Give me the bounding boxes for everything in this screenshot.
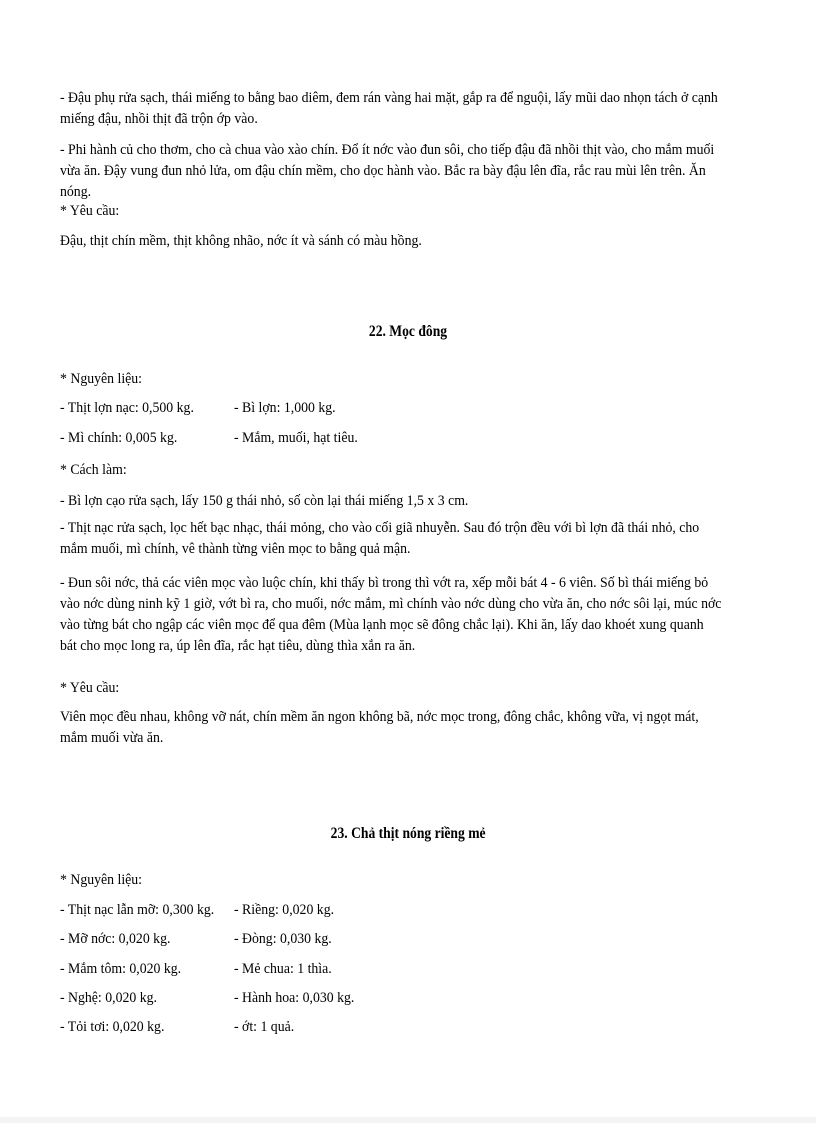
paragraph-tofu-prep: - Đậu phụ rửa sạch, thái miếng to bằng bao diêm, đem rán vàng hai mặt, gắp ra để nguội, lấy mũi dao nhọn tách ở cạnh miếng đậu, nhồi thịt đã trộn ớp vào.	[60, 90, 718, 127]
section-23-title: 23. Chả thịt nóng riềng mẻ	[330, 825, 486, 842]
ingredient-item: - Thịt lợn nạc: 0,500 kg.	[60, 400, 194, 416]
paragraph-tofu-cook: - Phi hành củ cho thơm, cho cà chua vào xào chín. Đổ ít nớc vào đun sôi, cho tiếp đậu đã nhồi thịt vào, cho mắm muối vừa ăn. Đậy vung đun nhỏ lửa, om đậu chín mềm, cho dọc hành vào. Bắc ra bày đậu lên đĩa, rắc rau mùi lên trên. Ăn nóng.	[60, 142, 715, 200]
ingredients-label: * Nguyên liệu:	[60, 872, 143, 888]
section-22-title: 22. Mọc đông	[368, 323, 448, 340]
requirement-text: Đậu, thịt chín mềm, thịt không nhão, nớc ít và sánh có màu hồng.	[60, 233, 422, 249]
ingredients-label: * Nguyên liệu:	[60, 371, 143, 387]
ingredient-item: - Nghệ: 0,020 kg.	[60, 990, 157, 1006]
ingredient-item: - Thịt nạc lẫn mỡ: 0,300 kg.	[60, 902, 215, 918]
ingredient-item: - Mắm tôm: 0,020 kg.	[60, 961, 182, 977]
ingredient-item: - Tỏi tơi: 0,020 kg.	[60, 1019, 165, 1035]
requirement-text: Viên mọc đều nhau, không vỡ nát, chín mềm ăn ngon không bã, nớc mọc trong, đông chắc, không vữa, vị ngọt mát, mắm muối vừa ăn.	[60, 709, 699, 746]
method-label: * Cách làm:	[60, 462, 127, 478]
ingredient-item: - Mẻ chua: 1 thìa.	[234, 961, 332, 977]
method-step: - Đun sôi nớc, thả các viên mọc vào luộc chín, khi thấy bì trong thì vớt ra, xếp mỗi bát 4 - 6 viên. Số bì thái miếng bỏ vào nớc dùng ninh kỹ 1 giờ, vớt bì ra, cho muối, nớc mắm, mì chính vào nớc dùng cho vừa ăn, cho nớc sôi lại, múc nớc vào từng bát cho ngập các viên mọc để qua đêm (Mùa lạnh mọc sẽ đông chắc lại). Khi ăn, lấy dao khoét xung quanh bát cho mọc long ra, úp lên đĩa, rắc hạt tiêu, dùng thìa xắn ra ăn.	[60, 575, 722, 654]
method-step: - Bì lợn cạo rửa sạch, lấy 150 g thái nhỏ, số còn lại thái miếng 1,5 x 3 cm.	[60, 493, 469, 509]
ingredient-item: - Mỡ nớc: 0,020 kg.	[60, 931, 171, 947]
page-bottom-edge	[0, 1117, 816, 1123]
ingredient-item: - ớt: 1 quả.	[234, 1019, 295, 1035]
method-step: - Thịt nạc rửa sạch, lọc hết bạc nhạc, thái mỏng, cho vào cối giã nhuyễn. Sau đó trộn đều với bì lợn đã thái nhỏ, cho mắm muối, mì chính, vê thành từng viên mọc to bằng quả mận.	[60, 520, 700, 557]
requirement-label: * Yêu cầu:	[60, 680, 120, 696]
ingredient-item: - Riềng: 0,020 kg.	[234, 902, 335, 918]
ingredient-item: - Hành hoa: 0,030 kg.	[234, 990, 355, 1006]
ingredient-item: - Đòng: 0,030 kg.	[234, 931, 332, 947]
ingredient-item: - Mắm, muối, hạt tiêu.	[234, 430, 358, 446]
ingredient-item: - Mì chính: 0,005 kg.	[60, 430, 178, 446]
requirement-label: * Yêu cầu:	[60, 203, 120, 219]
ingredient-item: - Bì lợn: 1,000 kg.	[234, 400, 336, 416]
